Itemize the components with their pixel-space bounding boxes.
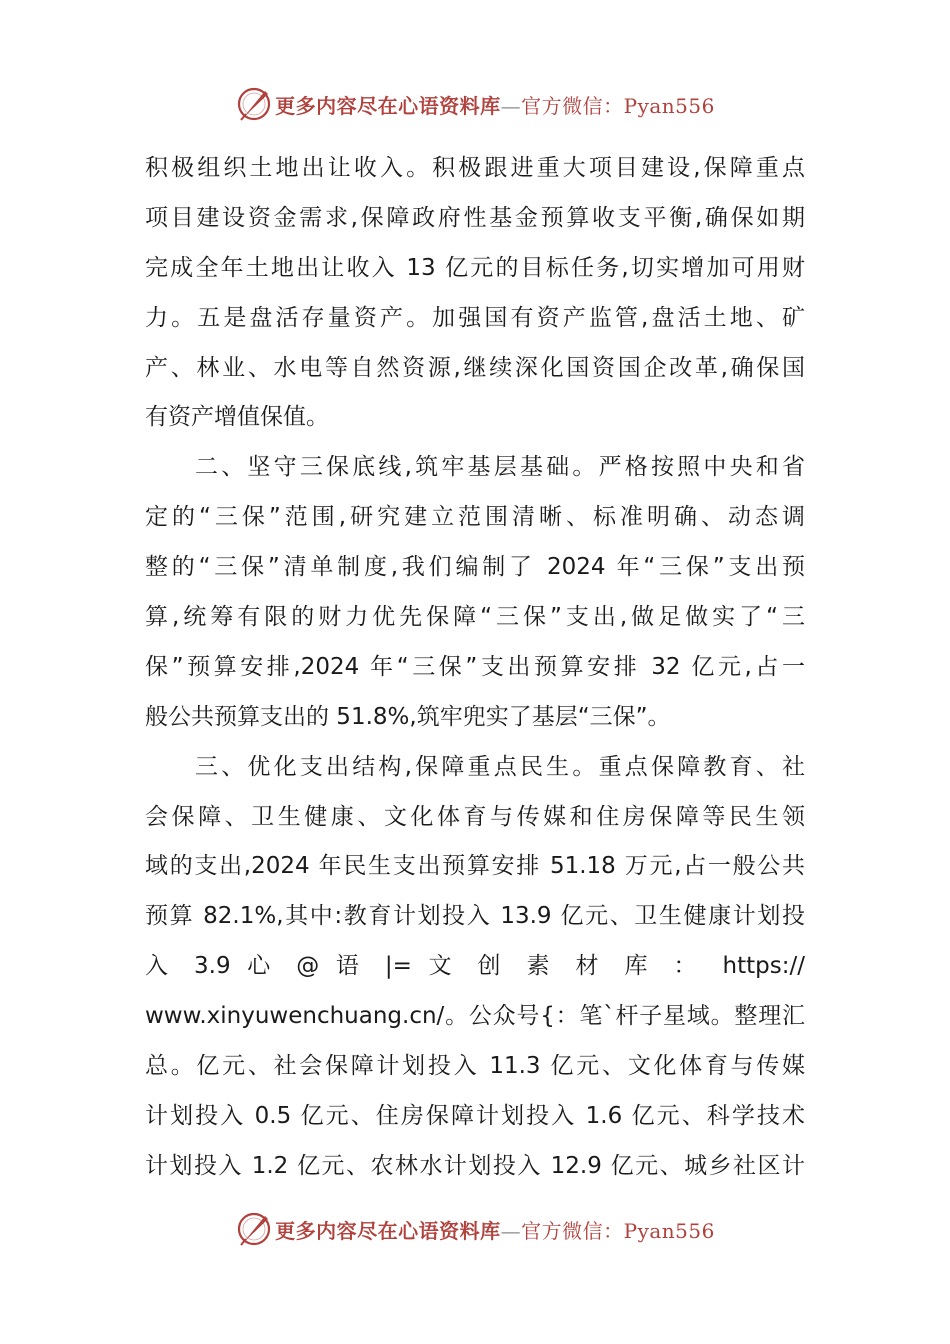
text-line: 总。亿元、社会保障计划投入 11.3 亿元、文化体育与传媒 — [145, 1053, 805, 1080]
text-line: 预算 82.1%,其中:教育计划投入 13.9 亿元、卫生健康计划投 — [145, 903, 805, 930]
document-body — [145, 144, 805, 1192]
text-line: 积极组织土地出让收入。积极跟进重大项目建设,保障重点 — [145, 155, 805, 181]
text-line: 二、坚守三保底线,筑牢基层基础。严格按照中央和省 — [195, 454, 805, 481]
text-line: 有资产增值保值。 — [145, 404, 329, 431]
quill-pen-logo-icon — [235, 85, 273, 123]
quill-pen-logo-icon — [235, 1210, 273, 1248]
banner-text: 更多内容尽在心语资料库—官方微信：Pyan556 — [275, 1218, 715, 1243]
text-line: 产、林业、水电等自然资源,继续深化国资国企改革,确保国 — [145, 354, 805, 381]
text-line: 般公共预算支出的 51.8%,筑牢兜实了基层“三保”。 — [145, 703, 671, 730]
text-line: 完成全年土地出让收入 13 亿元的目标任务,切实增加可用财 — [145, 254, 805, 281]
text-line: 项目建设资金需求,保障政府性基金预算收支平衡,确保如期 — [145, 204, 805, 231]
text-line: 力。五是盘活存量资产。加强国有资产监管,盘活土地、矿 — [145, 304, 805, 331]
text-line: 入 3.9 心 @ 语 |= 文 创 素 材 库 ： https:// — [145, 953, 805, 980]
text-line: 三、优化支出结构,保障重点民生。重点保障教育、社 — [195, 753, 805, 780]
text-line: 计划投入 1.2 亿元、农林水计划投入 12.9 亿元、城乡社区计 — [145, 1152, 805, 1179]
text-line: 定的“三保”范围,研究建立范围清晰、标准明确、动态调 — [145, 504, 805, 531]
text-line: 保”预算安排,2024 年“三保”支出预算安排 32 亿元,占一 — [145, 653, 805, 680]
text-line: 计划投入 0.5 亿元、住房保障计划投入 1.6 亿元、科学技术 — [145, 1102, 805, 1129]
header-watermark-banner — [0, 84, 950, 124]
text-line: 算,统筹有限的财力优先保障“三保”支出,做足做实了“三 — [145, 604, 805, 631]
footer-watermark-banner — [0, 1209, 950, 1249]
banner-text: 更多内容尽在心语资料库—官方微信：Pyan556 — [275, 93, 715, 118]
text-line: 会保障、卫生健康、文化体育与传媒和住房保障等民生领 — [145, 803, 805, 830]
text-line: 整的“三保”清单制度,我们编制了 2024 年“三保”支出预 — [145, 554, 805, 581]
text-line: 域的支出,2024 年民生支出预算安排 51.18 万元,占一般公共 — [145, 853, 805, 880]
text-line: www.xinyuwenchuang.cn/。公众号{：笔`杆子星域。整理汇 — [145, 1003, 805, 1030]
